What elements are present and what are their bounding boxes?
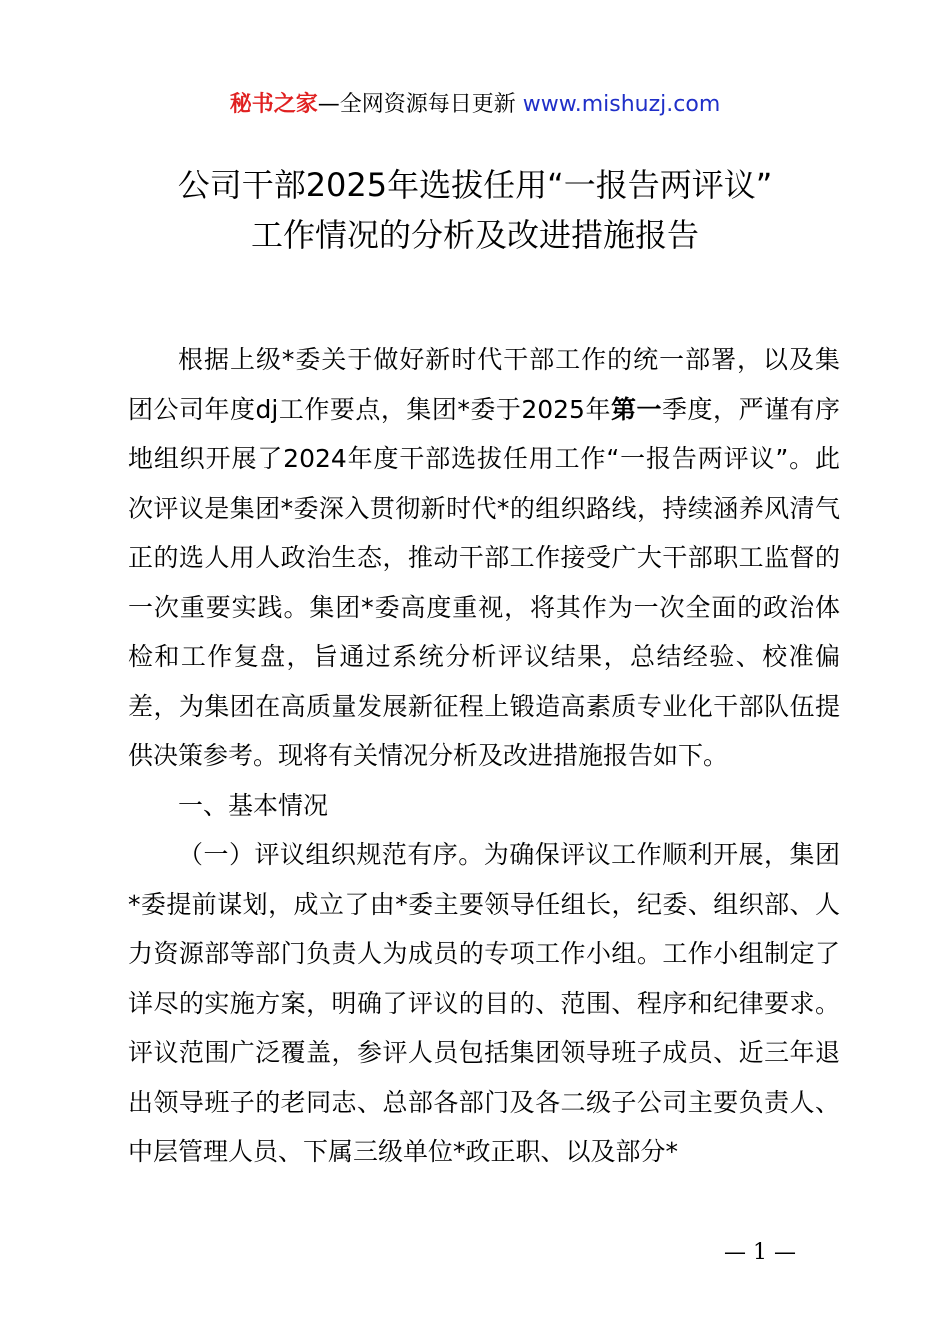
header-slogan: —全网资源每日更新 (317, 92, 523, 117)
subsection-paragraph-1: （一）评议组织规范有序。为确保评议工作顺利开展，集团*委提前谋划，成立了由*委主要领导任组长，纪委、组织部、人力资源部等部门负责人为成员的专项工作小组。工作小组制定了详尽的实施方案，明确了评议的目的、范围、程序和纪律要求。评议范围广泛覆盖，参评人员包括集团领导班子成员、近三年退出领导班子的老同志、总部各部门及各二级子公司主要负责人、中层管理人员、下属三级单位*政正职、以及部分* (128, 840, 840, 1166)
document-body (128, 335, 840, 1177)
section-heading-basic-situation: 一、基本情况 (178, 790, 329, 820)
document-title (0, 160, 950, 260)
intro-paragraph (128, 335, 840, 781)
site-url-link[interactable]: www.mishuzj.com (522, 92, 721, 117)
title-line-2: 工作情况的分析及改进措施报告 (250, 216, 699, 254)
page-number: — 1 — (724, 1240, 796, 1265)
intro-text-start: 根据上级*委关于做好新时代干部工作的统一部署，以及集团公司年度dj工作要点，集团*委于2025年 (128, 345, 840, 424)
intro-bold-text: 第一 (610, 394, 662, 424)
intro-text-rest: 季度，严谨有序地组织开展了2024年度干部选拔任用工作“一报告两评议”。此次评议是集团*委深入贯彻新时代*的组织路线，持续涵养风清气正的选人用人政治生态，推动干部工作接受广大干部职工监督的一次重要实践。集团*委高度重视，将其作为一次全面的政治体检和工作复盘，旨通过系统分析评议结果，总结经验、校准偏差，为集团在高质量发展新征程上锻造高素质专业化干部队伍提供决策参考。现将有关情况分析及改进措施报告如下。 (128, 394, 840, 770)
brand-name: 秘书之家 (229, 92, 318, 117)
site-header (0, 88, 950, 122)
title-line-1: 公司干部2025年选拔任用“一报告两评议” (177, 166, 773, 204)
